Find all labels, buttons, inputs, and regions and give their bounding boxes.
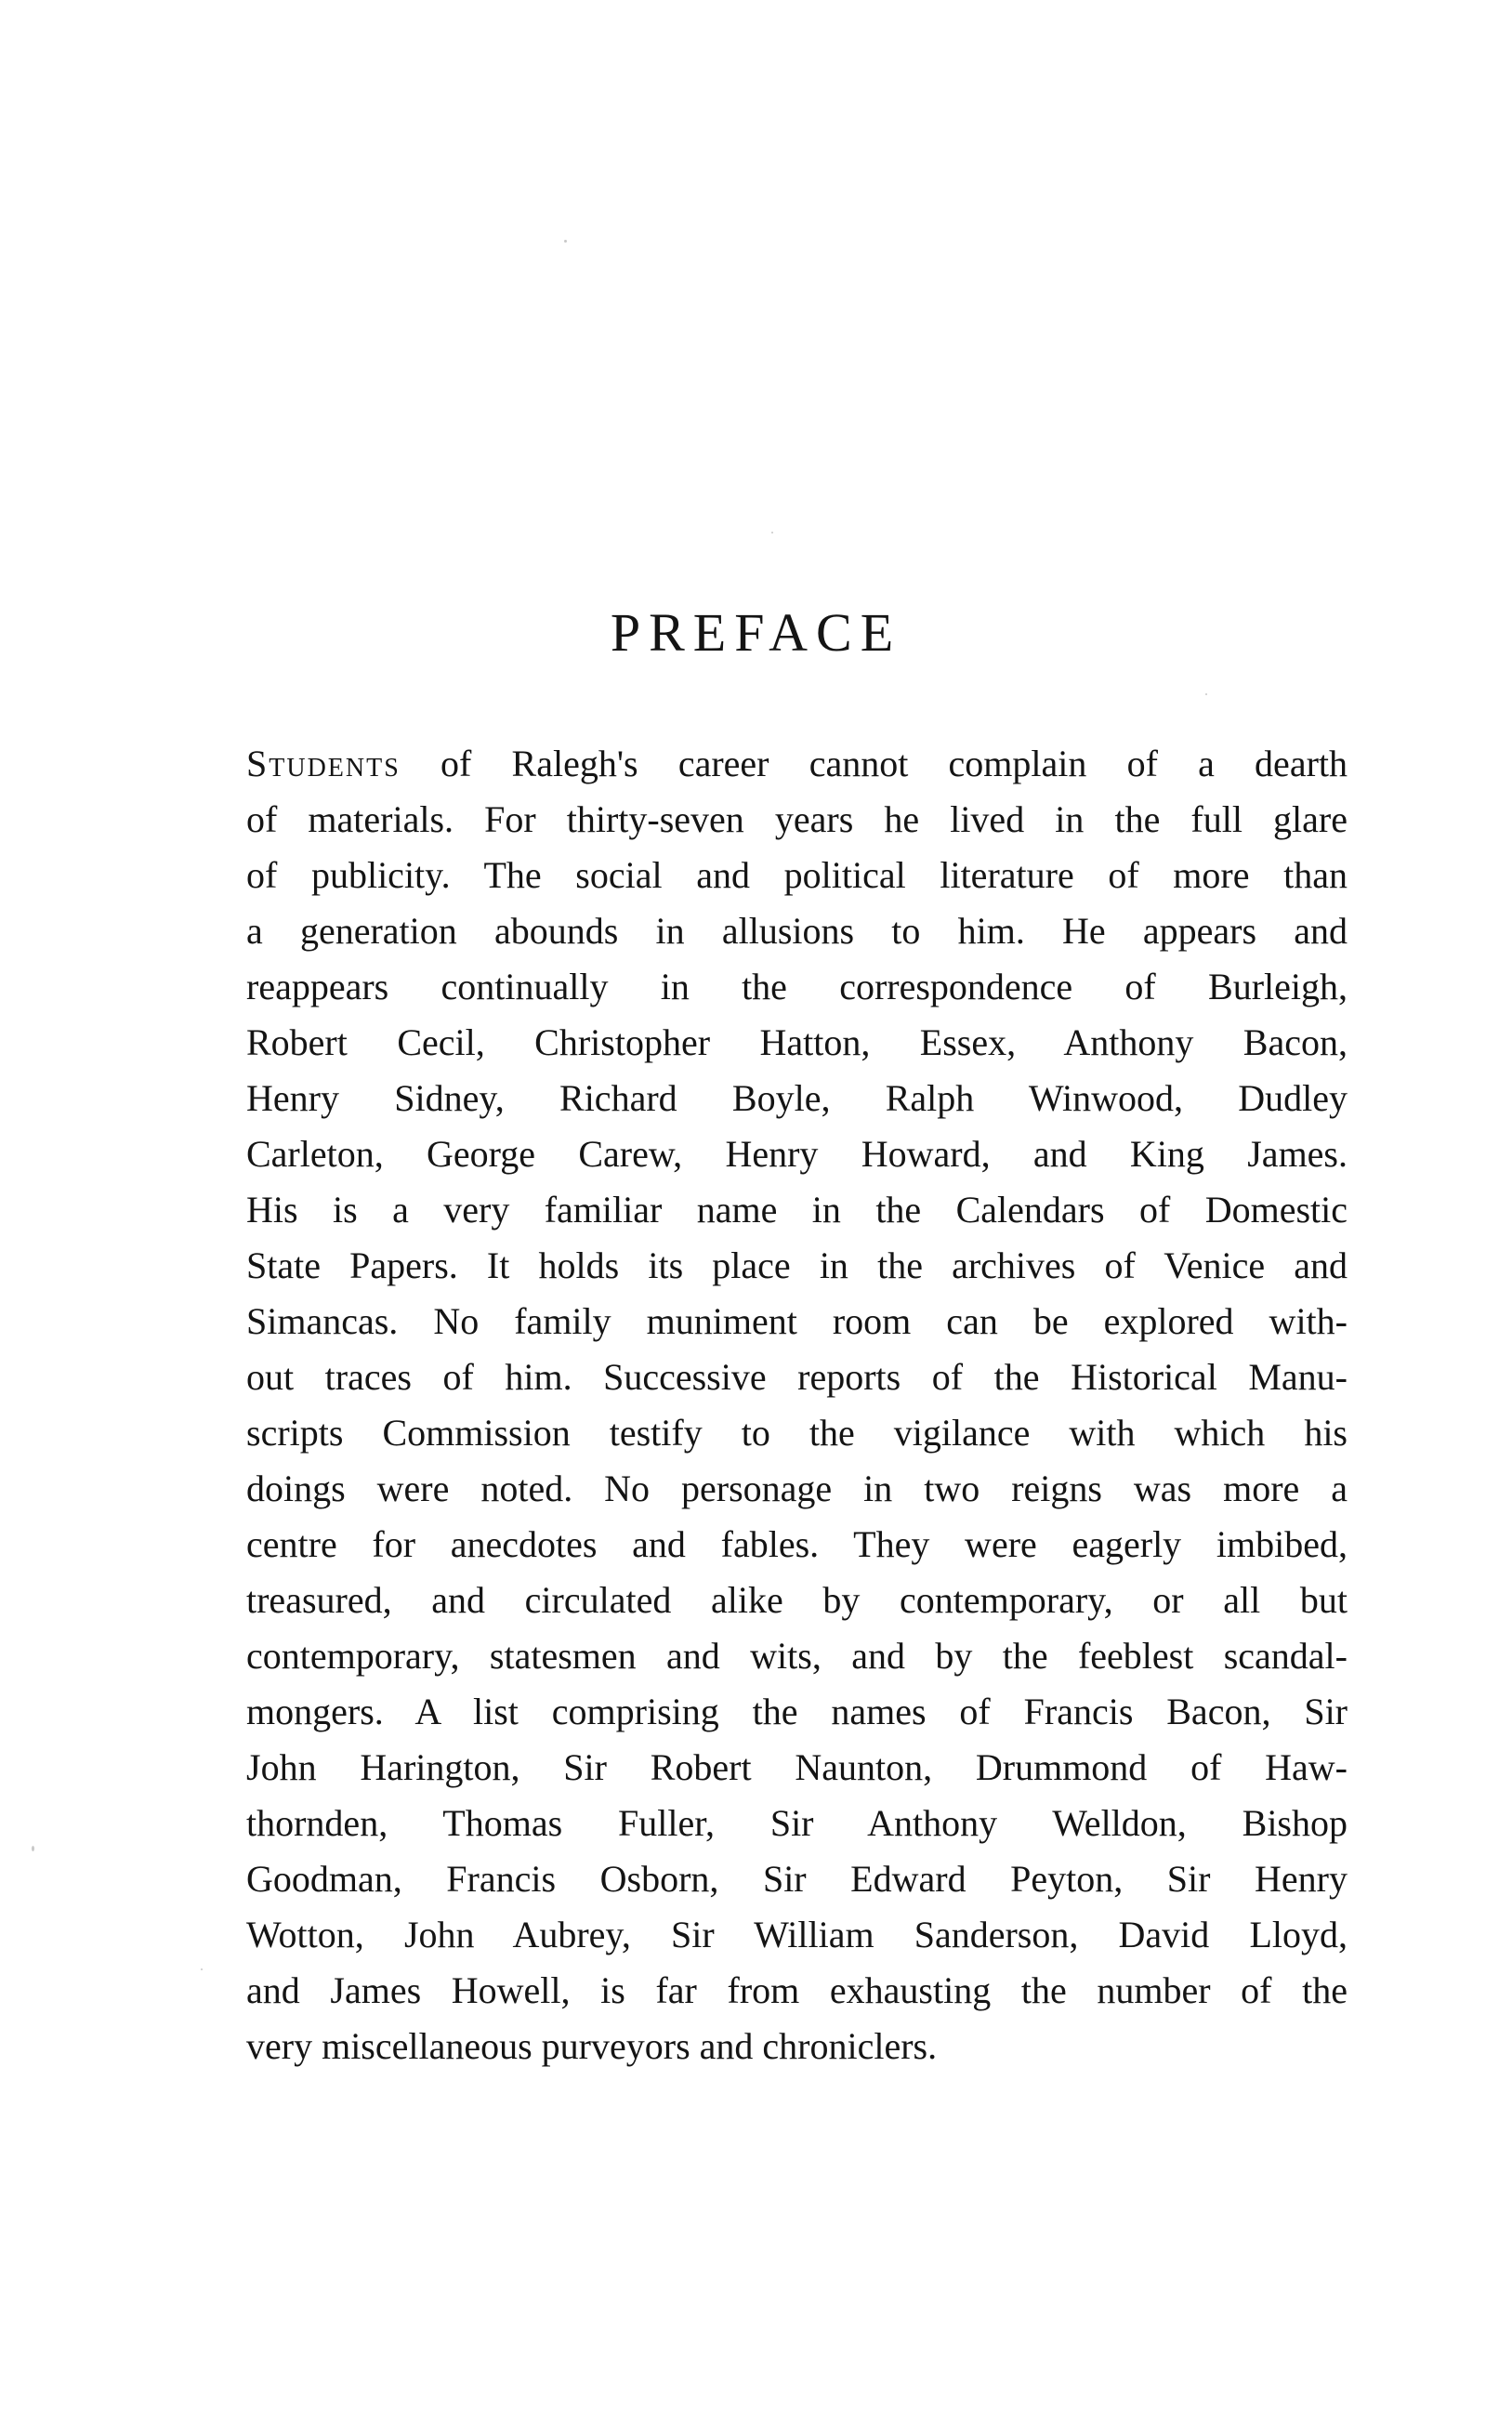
text-line: centre for anecdotes and fables. They were eagerly imbibed, (246, 1523, 1348, 1565)
text-line: of publicity. The social and political literature of more than (246, 854, 1348, 896)
text-line: contemporary, statesmen and wits, and by the feeblest scandal- (246, 1635, 1348, 1677)
text-line: scripts Commission testify to the vigilance with which his (246, 1412, 1348, 1454)
text-line-content: of Ralegh's career cannot complain of a dearth (440, 743, 1348, 784)
text-line: doings were noted. No personage in two reigns was more a (246, 1468, 1348, 1509)
text-line: Wotton, John Aubrey, Sir William Sanderson, David Lloyd, (246, 1914, 1348, 1955)
text-line: thornden, Thomas Fuller, Sir Anthony Welldon, Bishop (246, 1802, 1348, 1844)
text-line: His is a very familiar name in the Calendars of Domestic (246, 1189, 1348, 1231)
text-line: reappears continually in the correspondence of Burleigh, (246, 966, 1348, 1007)
paper-speck (32, 1846, 34, 1851)
text-line: a generation abounds in allusions to him. He appears and (246, 910, 1348, 952)
text-line: and James Howell, is far from exhausting the number of the (246, 1969, 1348, 2011)
text-line: of materials. For thirty-seven years he lived in the full glare (246, 798, 1348, 840)
page-heading: PREFACE (610, 602, 902, 663)
paper-speck (564, 240, 567, 243)
text-line: out traces of him. Successive reports of the Historical Manu- (246, 1356, 1348, 1398)
text-line: mongers. A list comprising the names of Francis Bacon, Sir (246, 1691, 1348, 1732)
paper-speck (1205, 693, 1207, 695)
text-line (246, 736, 1348, 792)
text-line: treasured, and circulated alike by contemporary, or all but (246, 1579, 1348, 1621)
text-line: John Harington, Sir Robert Naunton, Drummond of Haw- (246, 1746, 1348, 1788)
text-line: State Papers. It holds its place in the archives of Venice and (246, 1244, 1348, 1286)
text-line: Robert Cecil, Christopher Hatton, Essex, Anthony Bacon, (246, 1021, 1348, 1063)
paper-speck (771, 532, 773, 533)
text-line: Henry Sidney, Richard Boyle, Ralph Winwood, Dudley (246, 1077, 1348, 1119)
paper-speck (201, 1968, 203, 1970)
text-line: Simancas. No family muniment room can be explored with- (246, 1300, 1348, 1342)
text-line: Goodman, Francis Osborn, Sir Edward Peyton, Sir Henry (246, 1858, 1348, 1900)
preface-paragraph (246, 736, 1348, 2074)
text-line: Carleton, George Carew, Henry Howard, and King James. (246, 1133, 1348, 1175)
lead-word: Students (246, 743, 401, 784)
text-line-final: very miscellaneous purveyors and chroniclers. (246, 2025, 938, 2067)
